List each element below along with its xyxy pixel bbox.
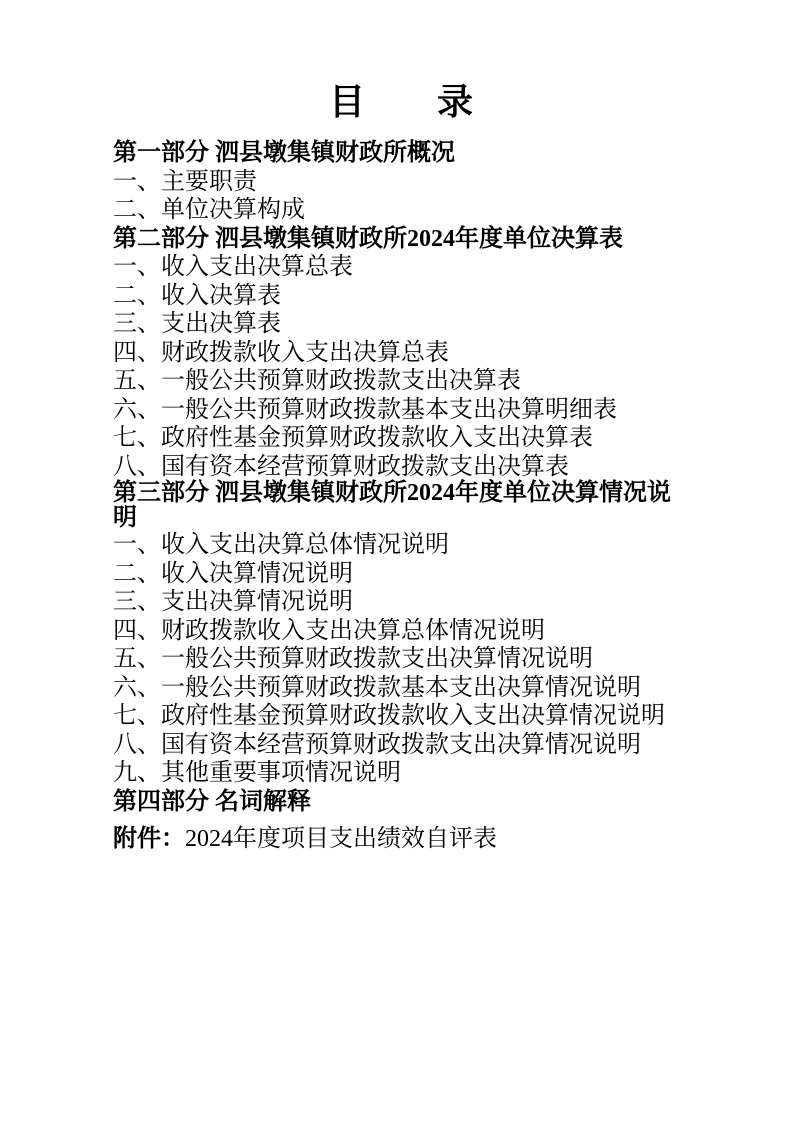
toc-item: 二、单位决算构成	[113, 197, 305, 223]
toc-body	[113, 139, 689, 854]
toc-item: 八、国有资本经营预算财政拨款支出决算表	[113, 453, 569, 480]
toc-item: 七、政府性基金预算财政拨款收入支出决算表	[113, 425, 593, 451]
toc-title: 目 录	[328, 82, 473, 122]
toc-item: 四、财政拨款收入支出决算总体情况说明	[113, 617, 545, 644]
section-heading-part4: 第四部分 名词解释	[113, 788, 311, 815]
toc-item: 一、主要职责	[113, 168, 257, 195]
toc-item: 一、收入支出决算总表	[113, 254, 353, 280]
toc-item: 二、收入决算表	[113, 282, 281, 309]
toc-item: 六、一般公共预算财政拨款基本支出决算明细表	[113, 396, 617, 423]
attachment-text: 2024年度项目支出绩效自评表	[185, 826, 497, 852]
toc-item: 二、收入决算情况说明	[113, 560, 353, 587]
toc-item: 九、其他重要事项情况说明	[113, 760, 401, 786]
attachment-line	[113, 825, 689, 854]
toc-item: 七、政府性基金预算财政拨款收入支出决算情况说明	[113, 703, 665, 729]
section-heading-part3: 第三部分 泗县墩集镇财政所2024年度单位决算情况说明	[113, 480, 671, 531]
toc-item: 五、一般公共预算财政拨款支出决算情况说明	[113, 646, 593, 672]
toc-item: 八、国有资本经营预算财政拨款支出决算情况说明	[113, 731, 641, 758]
toc-item: 三、支出决算表	[113, 311, 281, 337]
toc-item: 六、一般公共预算财政拨款基本支出决算情况说明	[113, 674, 641, 701]
toc-item: 五、一般公共预算财政拨款支出决算表	[113, 368, 521, 394]
toc-item: 一、收入支出决算总体情况说明	[113, 532, 449, 558]
attachment-label: 附件：	[113, 826, 185, 852]
toc-item: 三、支出决算情况说明	[113, 589, 353, 615]
toc-item: 四、财政拨款收入支出决算总表	[113, 339, 449, 366]
section-heading-part2: 第二部分 泗县墩集镇财政所2024年度单位决算表	[113, 225, 623, 252]
section-heading-part1: 第一部分 泗县墩集镇财政所概况	[113, 140, 455, 166]
